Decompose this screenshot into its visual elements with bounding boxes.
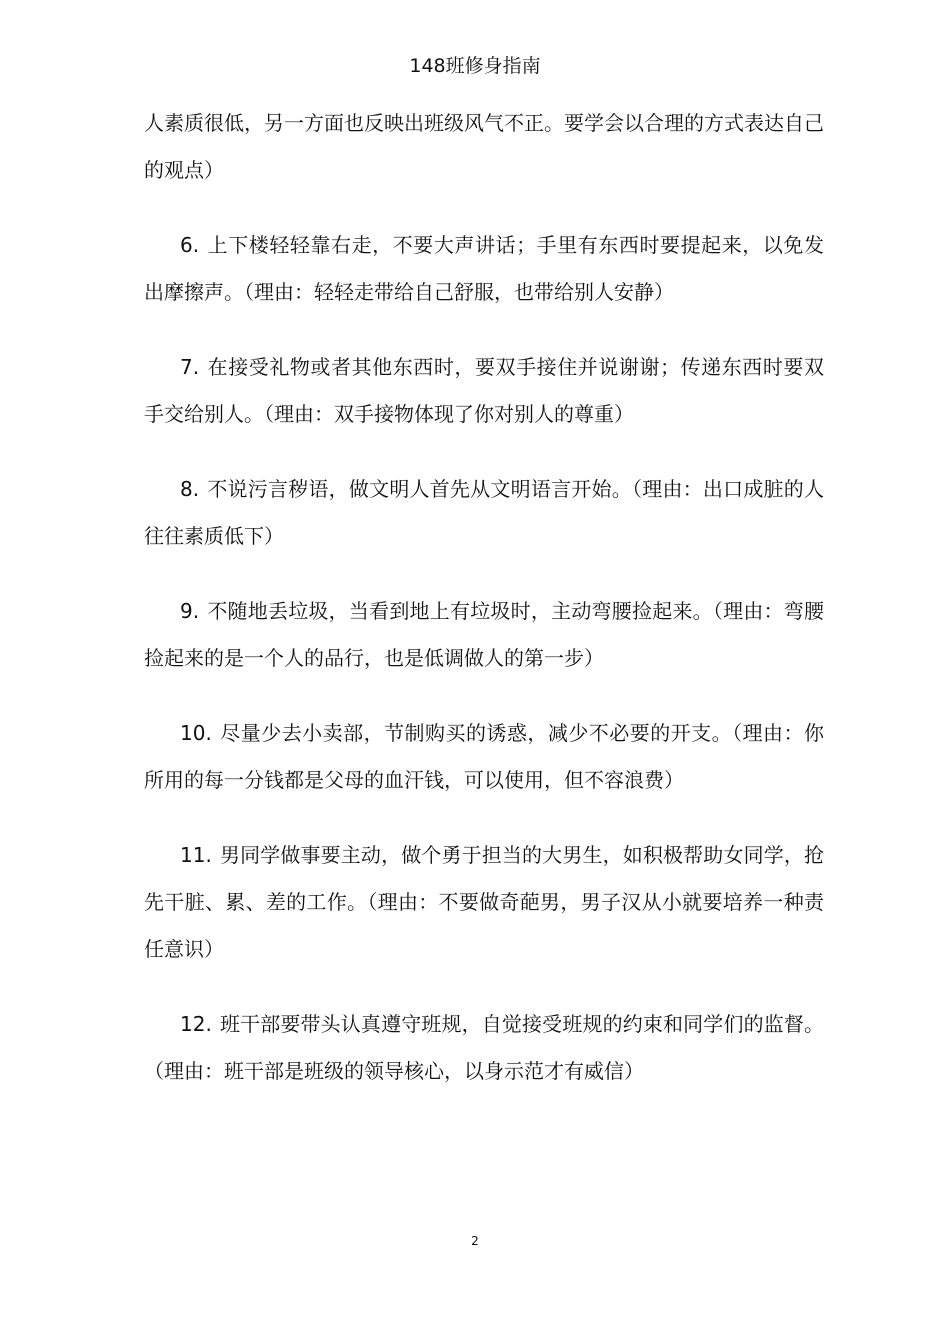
paragraph-text: 人素质很低，另一方面也反映出班级风气不正。要学会以合理的方式表达自己的观点）: [144, 111, 824, 182]
rule-number: 12.: [180, 1012, 212, 1036]
page-header: [0, 52, 950, 80]
page-number: 2: [471, 1234, 479, 1248]
rule-text: 上下楼轻轻靠右走，不要大声讲话；手里有东西时要提起来，以免发出摩擦声。（理由：轻轻走带给自己舒服，也带给别人安静）: [144, 233, 824, 304]
page-footer: [0, 1233, 950, 1249]
rule-item-7: [144, 344, 824, 438]
rule-item-11: [144, 832, 824, 973]
rule-text: 班干部要带头认真遵守班规，自觉接受班规的约束和同学们的监督。（理由：班干部是班级的领导核心，以身示范才有威信）: [144, 1012, 824, 1083]
rule-item-10: [144, 710, 824, 804]
rule-number: 9.: [180, 599, 200, 623]
rule-number: 7.: [180, 355, 200, 379]
document-body: [144, 100, 824, 1095]
rule-number: 8.: [180, 477, 200, 501]
paragraph-continuation: [144, 100, 824, 194]
rule-text: 不说污言秽语，做文明人首先从文明语言开始。（理由：出口成脏的人往往素质低下）: [144, 477, 824, 548]
rule-item-6: [144, 222, 824, 316]
rule-text: 不随地丢垃圾，当看到地上有垃圾时，主动弯腰捡起来。（理由：弯腰捡起来的是一个人的品行，也是低调做人的第一步）: [144, 599, 824, 670]
rule-number: 6.: [180, 233, 200, 257]
rule-item-8: [144, 466, 824, 560]
rule-item-12: [144, 1001, 824, 1095]
rule-text: 尽量少去小卖部，节制购买的诱惑，减少不必要的开支。（理由：你所用的每一分钱都是父母的血汗钱，可以使用，但不容浪费）: [144, 721, 824, 792]
rule-item-9: [144, 588, 824, 682]
rule-number: 10.: [180, 721, 212, 745]
document-title: 148班修身指南: [409, 55, 541, 77]
rule-text: 男同学做事要主动，做个勇于担当的大男生，如积极帮助女同学，抢先干脏、累、差的工作。（理由：不要做奇葩男，男子汉从小就要培养一种责任意识）: [144, 843, 824, 961]
rule-number: 11.: [180, 843, 212, 867]
rule-text: 在接受礼物或者其他东西时，要双手接住并说谢谢；传递东西时要双手交给别人。（理由：双手接物体现了你对别人的尊重）: [144, 355, 824, 426]
